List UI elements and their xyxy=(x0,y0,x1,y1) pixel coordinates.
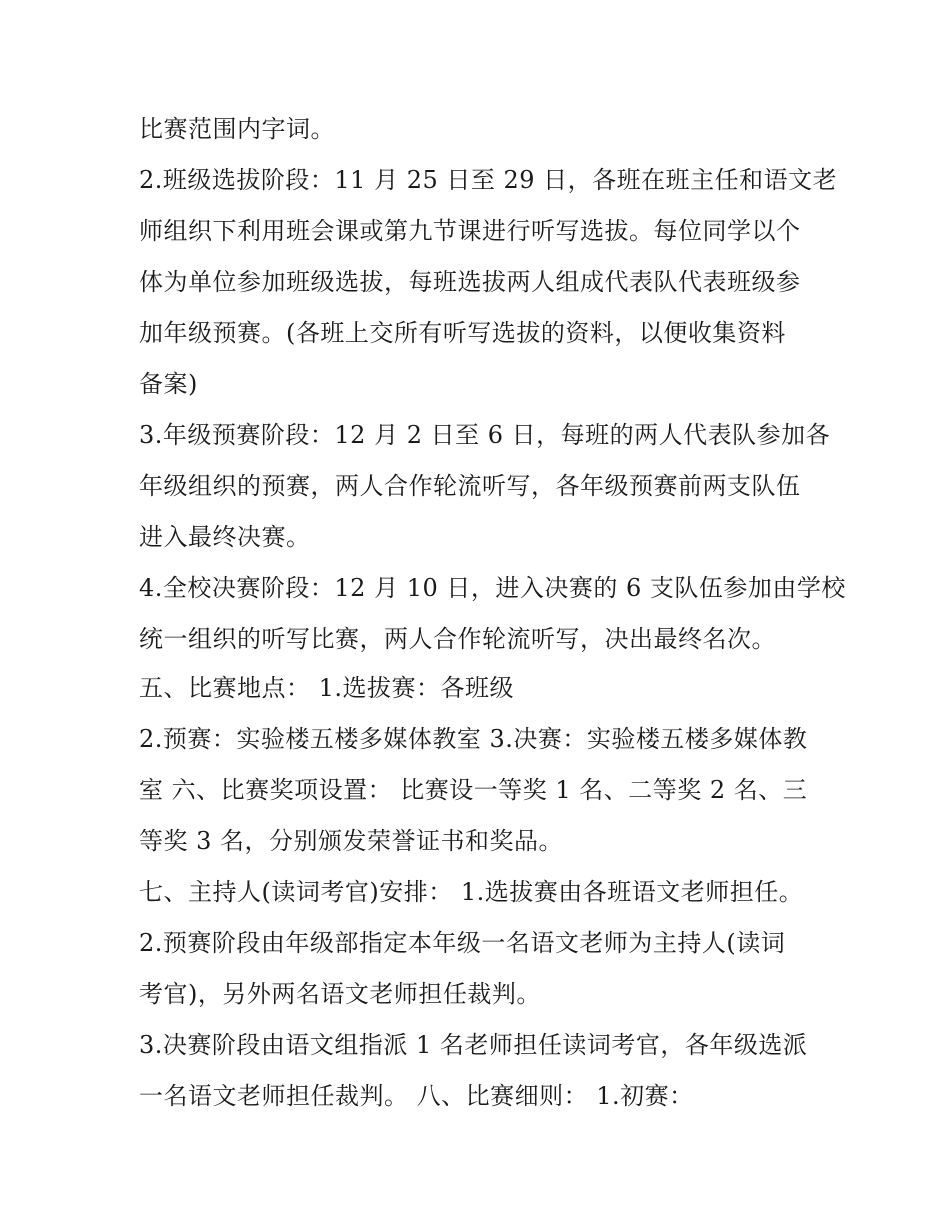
text-line: 4.全校决赛阶段：12 月 10 日，进入决赛的 6 支队伍参加由学校 xyxy=(139,574,846,602)
text-line: 师组织下利用班会课或第九节课进行听写选拔。每位同学以个 xyxy=(139,217,801,245)
text-line: 室 六、比赛奖项设置： 比赛设一等奖 1 名、二等奖 2 名、三 xyxy=(139,776,808,804)
text-line: 体为单位参加班级选拔，每班选拔两人组成代表队代表班级参 xyxy=(139,268,801,296)
text-line: 考官)，另外两名语文老师担任裁判。 xyxy=(139,980,541,1008)
text-line: 年级组织的预赛，两人合作轮流听写，各年级预赛前两支队伍 xyxy=(139,472,801,500)
text-line: 2.预赛阶段由年级部指定本年级一名语文老师为主持人(读词 xyxy=(139,929,786,957)
text-line: 2.班级选拔阶段：11 月 25 日至 29 日，各班在班主任和语文老 xyxy=(139,166,838,194)
text-line: 2.预赛：实验楼五楼多媒体教室 3.决赛：实验楼五楼多媒体教 xyxy=(139,725,808,753)
text-line: 比赛范围内字词。 xyxy=(139,115,335,143)
text-line: 统一组织的听写比赛，两人合作轮流听写，决出最终名次。 xyxy=(139,625,776,653)
text-line: 七、主持人(读词考官)安排： 1.选拔赛由各班语文老师担任。 xyxy=(139,878,804,906)
text-line: 进入最终决赛。 xyxy=(139,523,311,551)
text-line: 3.年级预赛阶段：12 月 2 日至 6 日，每班的两人代表队参加各 xyxy=(139,421,831,449)
text-line: 3.决赛阶段由语文组指派 1 名老师担任读词考官，各年级选派 xyxy=(139,1031,808,1059)
text-line: 备案) xyxy=(139,370,198,398)
text-line: 加年级预赛。(各班上交所有听写选拔的资料，以便收集资料 xyxy=(139,319,786,347)
text-line: 一名语文老师担任裁判。 八、比赛细则： 1.初赛： xyxy=(139,1082,694,1110)
text-line: 等奖 3 名，分别颁发荣誉证书和奖品。 xyxy=(139,827,564,855)
text-line: 五、比赛地点： 1.选拔赛：各班级 xyxy=(139,674,515,702)
